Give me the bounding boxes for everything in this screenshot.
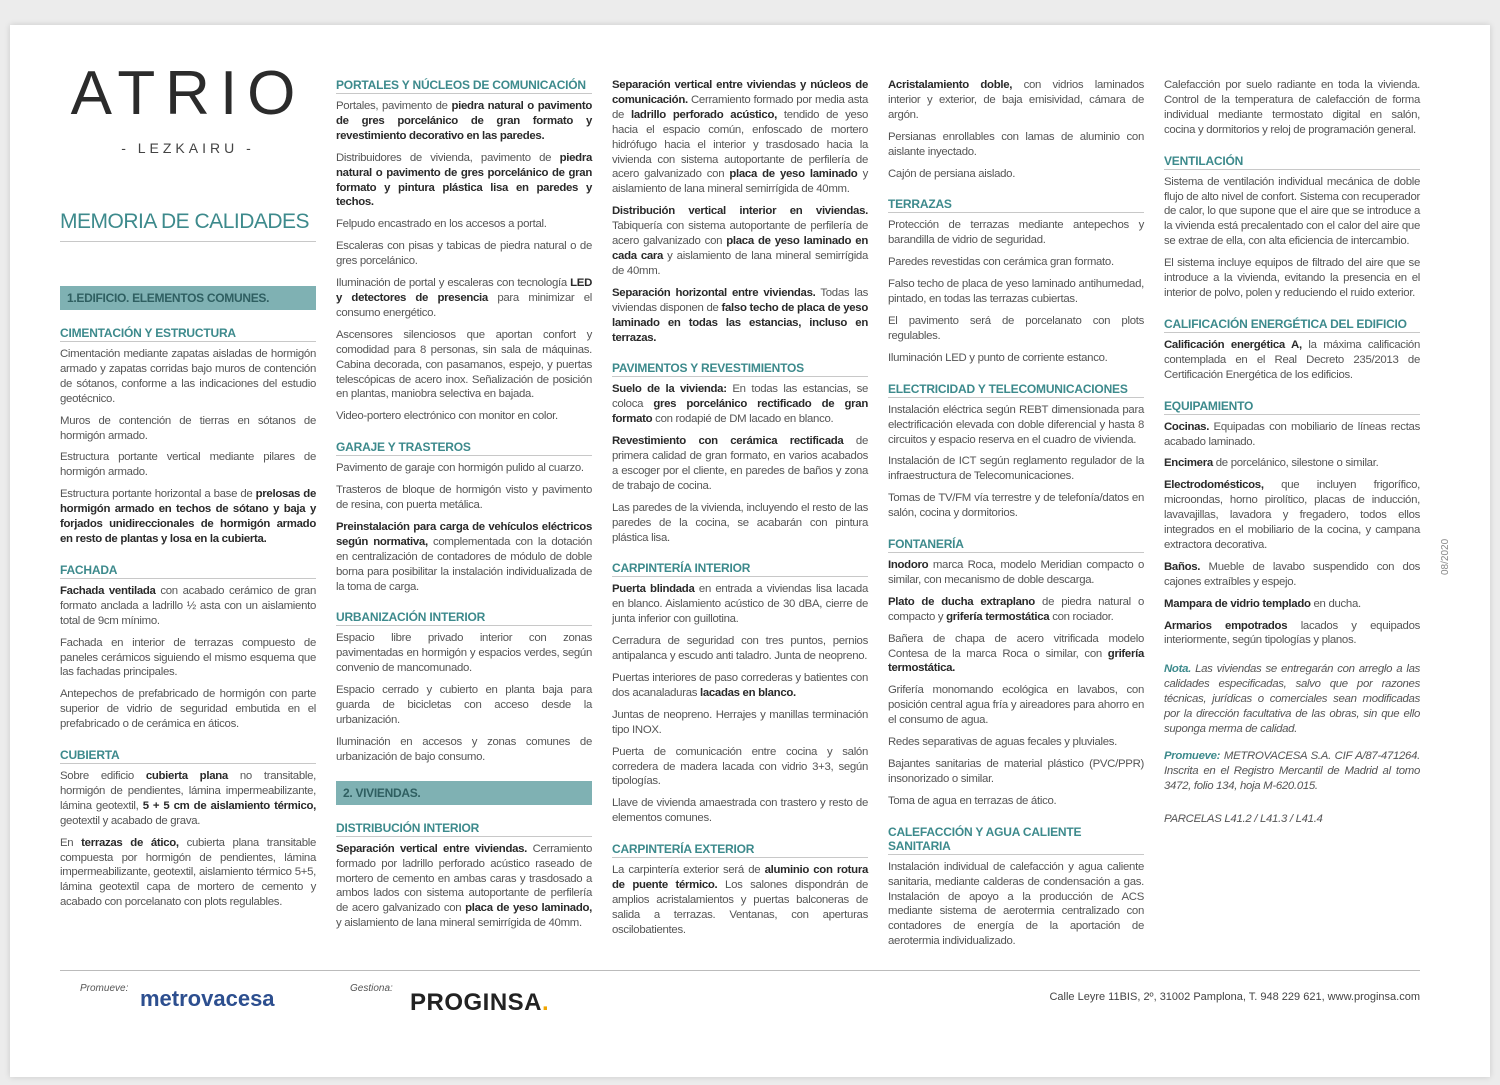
paragraph: Espacio cerrado y cubierto en planta baja para guarda de bicicletas con acceso desde la urbanización. [336, 684, 592, 726]
paragraph: Muros de contención de tierras en sótanos de hormigón armado. [60, 414, 316, 442]
paragraph: Instalación de ICT según reglamento regulador de la infraestructura de Telecomunicaciones. [888, 455, 1144, 483]
paragraph: Video-portero electrónico con monitor en color. [336, 410, 558, 423]
paragraph: Llave de vivienda amaestrada con trastero y resto de elementos comunes. [612, 797, 868, 825]
brand-name: ATRIO [70, 59, 306, 128]
section-band-edificio: 1.EDIFICIO. ELEMENTOS COMUNES. [60, 286, 316, 310]
paragraph: Juntas de neopreno. Herrajes y manillas terminación tipo INOX. [612, 708, 868, 736]
paragraph: Instalación eléctrica según REBT dimensionada para electrificación elevada con doble diferencial y hasta 8 circuitos y espacio reserva en el cuadro de vivienda. [888, 403, 1144, 446]
paragraph: Separación vertical entre viviendas y núcleos de comunicación. Cerramiento formado por media asta de ladrillo perforado acústico, tendido de yeso hacia el espacio común, enfoscado de mortero hidrófugo hacia el interior y trasdosado hacia la vivienda con sistema autoportante de perfilería de acero galvanizado con placa de yeso laminado y aislamiento de lana mineral semirrígida de 40mm. [612, 79, 869, 196]
metrovacesa-logo: metrovacesa [140, 986, 275, 1011]
paragraph: Sobre edificio cubierta plana no transitable, hormigón de pendientes, lámina impermeabilizante, lámina geotextil, 5 + 5 cm de aislamiento térmico, geotextil y acabado de grava. [60, 770, 317, 827]
section-heading-carpinteria-interior: CARPINTERÍA INTERIOR [612, 561, 868, 577]
paragraph: Iluminación de portal y escaleras con tecnología LED y detectores de presencia para minimizar el consumo energético. [336, 277, 592, 319]
paragraph: Redes separativas de aguas fecales y pluviales. [888, 736, 1118, 749]
paragraph: Cimentación mediante zapatas aisladas de hormigón armado y zapatas corridas bajo muros de contención de sótanos, conforme a las indicaciones del estudio geotécnico. [60, 348, 316, 405]
paragraph: Trasteros de bloque de hormigón visto y pavimento de resina, con puerta metálica. [336, 484, 592, 512]
section-heading-pavimentos: PAVIMENTOS Y REVESTIMIENTOS [612, 361, 868, 377]
column-4 [888, 78, 1144, 956]
paragraph: Separación horizontal entre viviendas. Todas las viviendas disponen de falso techo de placa de yeso laminado en todas las estancias, incluso en terrazas. [612, 286, 868, 344]
promoter-paragraph: Promueve: METROVACESA S.A. CIF A/87-471264. Inscrita en el Registro Mercantil de Madrid al tomo 3472, folio 134, hoja M-620.015. [1164, 749, 1420, 792]
date-vertical: 08/2020 [1440, 538, 1451, 575]
column-5 [1164, 78, 1420, 834]
paragraph: Estructura portante vertical mediante pilares de hormigón armado. [60, 451, 316, 479]
paragraph: Ascensores silenciosos que aportan confort y comodidad para 8 personas, sin sala de máquinas. Cabina decorada, con pasamanos, espejo, y puertas telescópicas de acero inox. Señalización de posición en plantas, maniobra selectiva en bajada. [336, 328, 592, 401]
section-heading-electricidad: ELECTRICIDAD Y TELECOMUNICACIONES [888, 382, 1144, 398]
paragraph: El pavimento será de porcelanato con plots regulables. [888, 314, 1144, 342]
paragraph: Calificación energética A, la máxima calificación contemplada en el Real Decreto 235/2013 de Certificación Energética de los edificios. [1164, 338, 1420, 381]
paragraph: Fachada en interior de terrazas compuesto de paneles cerámicos siguiendo el mismo esquema que las fachadas principales. [60, 636, 316, 679]
note-paragraph: Nota. Las viviendas se entregarán con arreglo a las calidades especificadas, salvo que por razones técnicas, jurídicas o comerciales sean modificadas por la dirección facultativa de las obras, sin que ello suponga merma de calidad. [1164, 663, 1420, 735]
paragraph: Puertas interiores de paso correderas y batientes con dos acanaladuras lacadas en blanco. [612, 672, 868, 699]
section-band-viviendas: 2. VIVIENDAS. [336, 781, 592, 805]
paragraph: Plato de ducha extraplano de piedra natural o compacto y grifería termostática con rociador. [888, 595, 1144, 623]
section-heading-distribucion: DISTRIBUCIÓN INTERIOR [336, 821, 592, 837]
paragraph: Cajón de persiana aislado. [888, 167, 1016, 180]
gestiona-label: Gestiona: [350, 983, 393, 994]
paragraph: Iluminación en accesos y zonas comunes de urbanización de bajo consumo. [336, 735, 592, 763]
paragraph: Separación vertical entre viviendas. Cerramiento formado por ladrillo perforado acústico raseado de mortero de cemento en ambas caras y trasdosado a ambos lados con sistema autoportante de perfilería de acero galvanizado con placa de yeso laminado, y aislamiento de lana mineral semirrígida de 40mm. [336, 842, 592, 930]
paragraph: Puerta blindada en entrada a viviendas lisa lacada en blanco. Aislamiento acústico de 30 dBA, cierre de junta inferior con guillotina. [612, 583, 868, 626]
paragraph: Grifería monomando ecológica en lavabos, con posición central agua fría y aireadores para ahorro en el consumo de agua. [888, 684, 1144, 727]
paragraph: Bañera de chapa de acero vitrificada modelo Contesa de la marca Roca o similar, con grifería termostática. [888, 632, 1144, 675]
paragraph: Persianas enrollables con lamas de aluminio con aislante inyectado. [888, 130, 1144, 158]
section-heading-cimentacion: CIMENTACIÓN Y ESTRUCTURA [60, 326, 316, 342]
paragraph: Distribución vertical interior en viviendas. Tabiquería con sistema autoportante de perfilería de acero galvanizado con placa de yeso laminado en cada cara y aislamiento de lana mineral semirrígida de 40mm. [612, 205, 868, 277]
column-3 [612, 78, 868, 945]
column-1 [60, 286, 316, 917]
paragraph: Calefacción por suelo radiante en toda la vivienda. Control de la temperatura de calefacción de forma individual mediante termostato digital en salón, cocina y dormitorios y reloj de programación general. [1164, 79, 1420, 136]
section-heading-garaje: GARAJE Y TRASTEROS [336, 440, 592, 456]
proginsa-logo: PROGINSA. [410, 989, 550, 1016]
section-heading-urbanizacion: URBANIZACIÓN INTERIOR [336, 610, 592, 626]
paragraph: Fachada ventilada con acabado cerámico de gran formato anclada a ladrillo ½ asta con un aislamiento total de 9cm mínimo. [60, 584, 317, 627]
paragraph: Revestimiento con cerámica rectificada de primera calidad de gran formato, en varios acabados a escoger por el cliente, en paredes de baños y zona de trabajo de cocina. [612, 435, 869, 492]
paragraph: Pavimento de garaje con hormigón pulido al cuarzo. [336, 462, 584, 475]
section-heading-fachada: FACHADA [60, 563, 316, 579]
paragraph: Estructura portante horizontal a base de prelosas de hormigón armado en techos de sótano y baja y forjados unidireccionales de hormigón armado en resto de plantas y losa en la cubierta. [60, 488, 316, 545]
section-heading-cubierta: CUBIERTA [60, 748, 316, 764]
paragraph: Espacio libre privado interior con zonas pavimentadas en hormigón y espacios verdes, según convenio de mancomunado. [336, 632, 592, 675]
paragraph: Electrodomésticos, que incluyen frigorífico, microondas, horno pirolítico, placas de inducción, lavavajillas, lavadora y fregadero, todos ellos integrados en el mobiliario de la cocina, y campana extractora decorativa. [1164, 479, 1420, 551]
paragraph: Escaleras con pisas y tabicas de piedra natural o de gres porcelánico. [336, 240, 592, 268]
paragraph: Armarios empotrados lacados y equipados interiormente, según tipologías y planos. [1164, 619, 1420, 647]
paragraph: El sistema incluye equipos de filtrado del aire que se introduce a la vivienda, evitando la presencia en el interior de polvo, polen y reduciendo el ruido exterior. [1164, 257, 1420, 299]
paragraph: Falso techo de placa de yeso laminado antihumedad, pintado, en todas las terrazas cubiertas. [888, 278, 1144, 306]
paragraph: Baños. Mueble de lavabo suspendido con dos cajones extraíbles y espejo. [1164, 560, 1420, 588]
paragraph: Inodoro marca Roca, modelo Meridian compacto o similar, con mecanismo de doble descarga. [888, 559, 1144, 586]
paragraph: Encimera de porcelánico, silestone o similar. [1164, 457, 1379, 470]
section-heading-equipamiento: EQUIPAMIENTO [1164, 399, 1420, 415]
page-title: MEMORIA DE CALIDADES [60, 210, 316, 242]
paragraph: Felpudo encastrado en los accesos a portal. [336, 218, 547, 231]
contact-address: Calle Leyre 11BIS, 2º, 31002 Pamplona, T. 948 229 621, www.proginsa.com [1049, 991, 1420, 1003]
footer [60, 970, 1420, 1031]
section-heading-carpinteria-exterior: CARPINTERÍA EXTERIOR [612, 842, 868, 858]
paragraph: Cocinas. Equipadas con mobiliario de líneas rectas acabado laminado. [1164, 420, 1420, 448]
paragraph: Acristalamiento doble, con vidrios laminados interior y exterior, de baja emisividad, cámara de argón. [888, 79, 1144, 121]
section-heading-terrazas: TERRAZAS [888, 197, 1144, 213]
paragraph: En terrazas de ático, cubierta plana transitable compuesta por hormigón de pendientes, lámina impermeabilizante, geotextil, aislamiento térmico 5+5, lámina geotextil capa de mortero de cemento y acabado con porcelanato con plots regulables. [60, 836, 316, 909]
promueve-label: Promueve: [80, 983, 129, 994]
atrio-logo [60, 59, 316, 156]
paragraph: Paredes revestidas con cerámica gran formato. [888, 256, 1114, 269]
paragraph: Distribuidores de vivienda, pavimento de piedra natural o pavimento de gres porcelánico de gran formato y pintura plástica lisa en paredes y techos. [336, 151, 592, 209]
paragraph: Toma de agua en terrazas de ático. [888, 794, 1057, 807]
paragraph: Las paredes de la vivienda, incluyendo el resto de las paredes de la cocina, se acabarán con pintura plástica lisa. [612, 501, 868, 544]
paragraph: Portales, pavimento de piedra natural o pavimento de gres porcelánico de gran formato y revestimiento decorativo en las paredes. [336, 100, 592, 142]
parcelas-text: PARCELAS L41.2 / L41.3 / L41.4 [1164, 812, 1323, 825]
paragraph: Cerradura de seguridad con tres puntos, pernios antipalanca y escudo anti taladro. Junta de neopreno. [612, 635, 868, 663]
section-heading-calefaccion: CALEFACCIÓN Y AGUA CALIENTE SANITARIA [888, 825, 1144, 855]
paragraph: Suelo de la vivienda: En todas las estancias, se coloca gres porcelánico rectificado de gran formato con rodapié de DM lacado en blanco. [612, 383, 868, 426]
paragraph: Iluminación LED y punto de corriente estanco. [888, 351, 1108, 364]
brand-subtitle: - LEZKAIRU - [121, 140, 255, 156]
paragraph: Bajantes sanitarias de material plástico (PVC/PPR) insonorizado o similar. [888, 758, 1144, 785]
paragraph: Protección de terrazas mediante antepechos y barandilla de vidrio de seguridad. [888, 219, 1144, 247]
paragraph: Puerta de comunicación entre cocina y salón corredera de madera lacada con vidrio 3+3, según tipologías. [612, 745, 868, 788]
paragraph: Instalación individual de calefacción y agua caliente sanitaria, mediante calderas de condensación a gas. Instalación de apoyo a la producción de ACS mediante sistema de aerotermia centralizado con contadores de energía de la aportación de aerotermia individualizado. [888, 860, 1144, 948]
paragraph: La carpintería exterior será de aluminio con rotura de puente térmico. Los salones dispondrán de amplios acristalamientos y puertas balconeras de salida a terrazas. Ventanas, con aperturas oscilobatientes. [612, 864, 868, 936]
section-heading-ventilacion: VENTILACIÓN [1164, 154, 1420, 170]
paragraph: Tomas de TV/FM vía terrestre y de telefonía/datos en salón, cocina y dormitorios. [888, 492, 1144, 520]
section-heading-calificacion: CALIFICACIÓN ENERGÉTICA DEL EDIFICIO [1164, 317, 1420, 333]
paragraph: Sistema de ventilación individual mecánica de doble flujo de alto nivel de confort. Sistema con recuperador de calor, lo que supone que el aire que se introduce a la vivienda está precalentado con el calor del aire que se extrae de ella, con alta eficiencia de intercambio. [1164, 175, 1420, 248]
section-heading-fontaneria: FONTANERÍA [888, 537, 1144, 553]
paragraph: Antepechos de prefabricado de hormigón con parte superior de vidrio de seguridad embutida en el prefabricado o de cerámica en áticos. [60, 688, 316, 731]
paragraph: Mampara de vidrio templado en ducha. [1164, 597, 1361, 610]
paragraph: Preinstalación para carga de vehículos eléctricos según normativa, complementada con la dotación en centralización de contadores de módulo de doble borna para posibilitar la instalación individualizada de la toma de carga. [336, 520, 592, 593]
column-2 [336, 78, 592, 938]
section-heading-portales: PORTALES Y NÚCLEOS DE COMUNICACIÓN [336, 78, 592, 94]
